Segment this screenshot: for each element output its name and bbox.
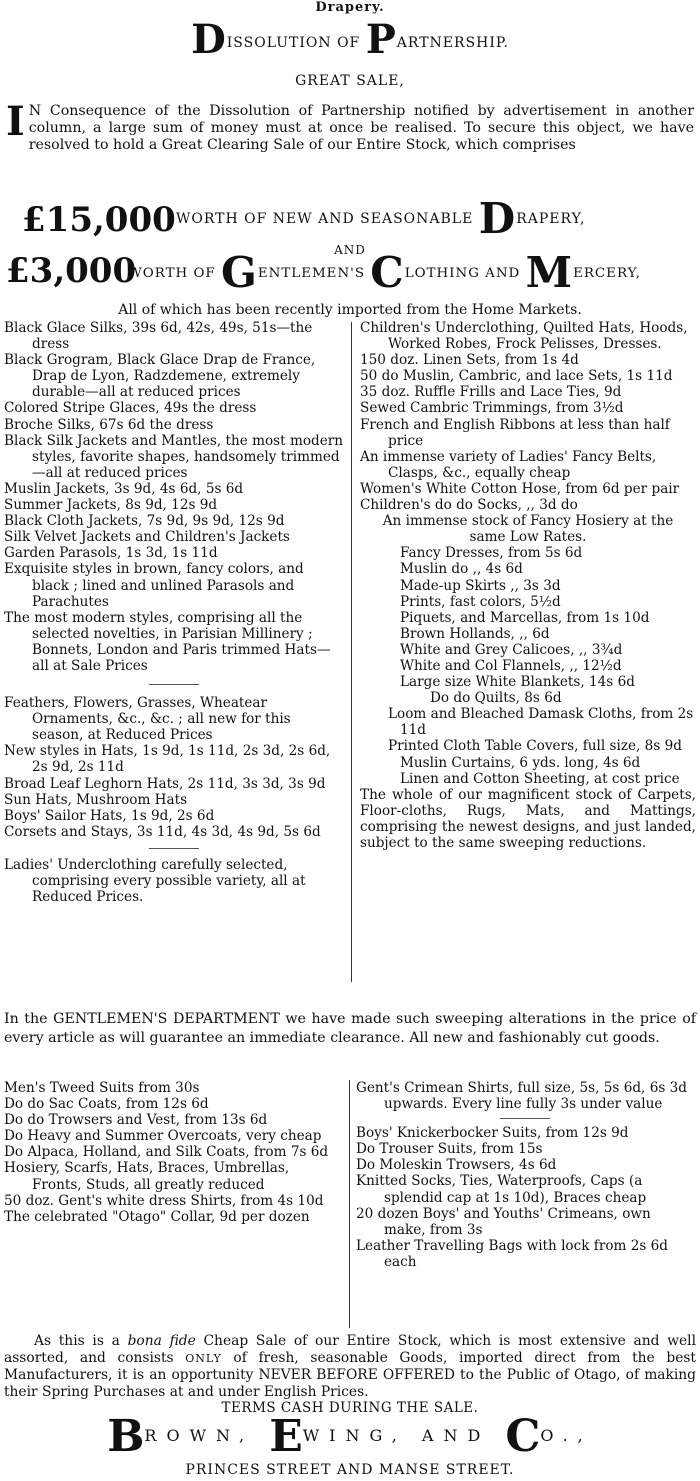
list-item: Silk Velvet Jackets and Children's Jackets	[4, 529, 290, 546]
list-item: 50 do Muslin, Cambric, and lace Sets, 1s 11d	[360, 368, 673, 385]
list-item: Prints, fast colors, 5½d	[400, 593, 561, 610]
list-item: Do Trouser Suits, from 15s	[356, 1141, 543, 1158]
column-rule	[349, 1080, 350, 1328]
list-item: Loom and Bleached Damask Cloths, from 2s 11d	[388, 706, 694, 739]
offer1-rapery: RAPERY,	[516, 211, 586, 227]
gents-department-paragraph: In the GENTLEMEN'S DEPARTMENT we have made such sweeping alterations in the price of every article as will guarantee an immediate clearance. All new and fashionably cut goods.	[4, 1011, 696, 1046]
firm-name	[0, 1411, 700, 1462]
list-item: Exquisite styles in brown, fancy colors, and black ; lined and unlined Parasols and Parachutes	[4, 561, 304, 610]
list-item: The celebrated "Otago" Collar, 9d per dozen	[4, 1208, 310, 1225]
list-item: Black Grogram, Black Glace Drap de France, Drap de Lyon, Radzdemene, extremely durable—all at reduced prices	[4, 352, 316, 401]
column-rule	[351, 322, 352, 982]
list-item: White and Col Flannels, ,, 12½d	[400, 657, 622, 674]
list-item: Muslin do ,, 4s 6d	[400, 561, 523, 578]
list-item: Do Moleskin Trowsers, 4s 6d	[356, 1157, 557, 1174]
list-item: White and Grey Calicoes, ,, 3¾d	[400, 641, 623, 658]
list-item: Summer Jackets, 8s 9d, 12s 9d	[4, 497, 218, 514]
offer2-lothing: LOTHING AND	[404, 266, 521, 281]
list-item: Do Heavy and Summer Overcoats, very cheap	[4, 1128, 322, 1145]
list-item: Black Glace Silks, 39s 6d, 42s, 49s, 51s—the dress	[4, 320, 313, 353]
list-item: The most modern styles, comprising all the selected novelties, in Parisian Millinery ; Bonnets, London and Paris trimmed Hats—all at Sale Prices	[4, 609, 331, 674]
list-item: New styles in Hats, 1s 9d, 1s 11d, 2s 3d, 2s 6d, 2s 9d, 2s 11d	[4, 743, 331, 776]
offer1-cap-d: D	[478, 194, 517, 243]
list-item: Colored Stripe Glaces, 49s the dress	[4, 400, 257, 417]
drapery-columns	[0, 320, 700, 1010]
list-item: Do do Quilts, 8s 6d	[430, 690, 562, 707]
and-word: AND	[334, 243, 366, 257]
list-item: Women's White Cotton Hose, from 6d per pair	[360, 480, 680, 497]
gents-right-column	[356, 1080, 694, 1270]
list-item: 150 doz. Linen Sets, from 1s 4d	[360, 352, 579, 369]
list-item: Sewed Cambric Trimmings, from 3½d	[360, 400, 624, 417]
list-item: Piquets, and Marcellas, from 1s 10d	[400, 609, 650, 626]
closing-emphasis: bona fide	[127, 1333, 196, 1349]
offer2-cap-g: G	[221, 248, 258, 297]
list-item: Muslin Jackets, 3s 9d, 4s 6d, 5s 6d	[4, 480, 244, 497]
firm-wing: WING,	[302, 1426, 407, 1445]
offer2-entlemens: ENTLEMEN'S	[257, 266, 366, 281]
list-item: An immense variety of Ladies' Fancy Belts, Clasps, &c., equally cheap	[360, 448, 657, 481]
firm-rown: ROWN,	[144, 1426, 255, 1445]
intro-text: N Consequence of the Dissolution of Partnership notified by advertisement in another column, a large sum of money must at once be realised. To secure this object, we have resolved to hold a Great Clearing Sale of our Entire Stock, which comprises	[28, 103, 694, 153]
list-item: The whole of our magnificent stock of Carpets, Floor-cloths, Rugs, Mats, and Mattings, comprising the newest designs, and just landed, subject to the same sweeping reductions.	[360, 786, 696, 851]
intro-paragraph	[6, 98, 694, 154]
list-item: Made-up Skirts ,, 3s 3d	[400, 577, 561, 594]
list-item: Muslin Curtains, 6 yds. long, 4s 6d	[400, 754, 641, 771]
firm-cap-b: B	[107, 1411, 145, 1462]
list-item: Broche Silks, 67s 6d the dress	[4, 416, 214, 433]
list-item: Printed Cloth Table Covers, full size, 8s 9d	[388, 738, 682, 755]
offer1-worth: WORTH OF NEW AND SEASONABLE	[176, 211, 474, 227]
list-item: Leather Travelling Bags with lock from 2s 6d each	[356, 1237, 669, 1270]
list-item: Children's do do Socks, ,, 3d do	[360, 497, 578, 514]
list-item: Black Cloth Jackets, 7s 9d, 9s 9d, 12s 9d	[4, 513, 285, 530]
offer1-worth-line	[176, 194, 586, 243]
firm-o: O.,	[540, 1426, 593, 1445]
title-cap-d: D	[191, 16, 227, 63]
list-item: 35 doz. Ruffle Frills and Lace Ties, 9d	[360, 384, 622, 401]
closing-text-1: As this is a	[34, 1333, 128, 1349]
divider-rule	[500, 1118, 550, 1119]
list-item: Do do Trowsers and Vest, from 13s 6d	[4, 1112, 268, 1129]
list-item: Fancy Dresses, from 5s 6d	[400, 545, 583, 562]
closing-text-2: Cheap Sale of our Entire Stock, which is most extensive and well assorted, and consists	[4, 1333, 697, 1366]
list-item: Black Silk Jackets and Mantles, the most modern styles, favorite shapes, handsomely trimmed—all at reduced prices	[4, 432, 344, 481]
list-item: Hosiery, Scarfs, Hats, Braces, Umbrellas, Fronts, Studs, all greatly reduced	[4, 1160, 290, 1193]
list-item: Children's Underclothing, Quilted Hats, Hoods, Worked Robes, Frock Pelisses, Dresses.	[360, 320, 688, 353]
title-cap-p: P	[365, 16, 397, 63]
great-sale-heading: GREAT SALE,	[295, 73, 405, 89]
list-item: Corsets and Stays, 3s 11d, 4s 3d, 4s 9d, 5s 6d	[4, 823, 321, 840]
list-item: Men's Tweed Suits from 30s	[4, 1080, 200, 1096]
list-item: Knitted Socks, Ties, Waterproofs, Caps (a splendid cap at 1s 10d), Braces cheap	[356, 1173, 647, 1206]
offer2-cap-c: C	[370, 248, 405, 297]
closing-paragraph	[4, 1333, 696, 1401]
list-item: 20 dozen Boys' and Youths' Crimeans, own make, from 3s	[356, 1205, 651, 1238]
firm-cap-e: E	[269, 1411, 303, 1462]
firm-address: PRINCES STREET AND MANSE STREET.	[185, 1462, 515, 1478]
offer2-worth: WORTH OF	[128, 266, 216, 281]
drapery-left-column	[4, 320, 344, 905]
title-part-1: ISSOLUTION OF	[226, 35, 361, 51]
list-item: Do Alpaca, Holland, and Silk Coats, from 7s 6d	[4, 1144, 329, 1161]
title-part-2: ARTNERSHIP.	[396, 35, 509, 51]
ad-title	[0, 16, 700, 63]
list-item: Broad Leaf Leghorn Hats, 2s 11d, 3s 3d, 3s 9d	[4, 775, 326, 792]
intro-dropcap: I	[6, 98, 25, 145]
list-item: Sun Hats, Mushroom Hats	[4, 791, 188, 808]
imported-line: All of which has been recently imported from the Home Markets.	[118, 302, 582, 318]
closing-text-3: of fresh, seasonable Goods, imported direct from the best Manufacturers, it is an opportunity NEVER BEFORE OFFERED to the Public of Otago, of making their Spring Purchases at and under English Prices.	[4, 1350, 696, 1400]
firm-cap-c: C	[505, 1411, 541, 1462]
terms-line: TERMS CASH DURING THE SALE.	[221, 1400, 479, 1416]
offer2-ercery: ERCERY,	[573, 266, 641, 281]
list-item: Boys' Sailor Hats, 1s 9d, 2s 6d	[4, 807, 215, 824]
amount-15000: £15,000	[22, 200, 176, 240]
offer2-worth-line	[128, 248, 641, 297]
list-item: Large size White Blankets, 14s 6d	[400, 674, 635, 691]
amount-3000: £3,000	[6, 251, 137, 291]
drapery-right-column	[360, 320, 696, 851]
divider-rule	[149, 684, 199, 685]
offer2-cap-m: M	[525, 248, 574, 297]
list-item: Garden Parasols, 1s 3d, 1s 11d	[4, 545, 218, 562]
gents-left-column	[4, 1080, 342, 1225]
section-heading: Drapery.	[315, 0, 385, 15]
list-item: An immense stock of Fancy Hosiery at the same Low Rates.	[382, 513, 674, 546]
divider-rule	[149, 848, 199, 849]
list-item: Gent's Crimean Shirts, full size, 5s, 5s 6d, 6s 3d upwards. Every line fully 3s under value	[356, 1080, 687, 1113]
list-item: Boys' Knickerbocker Suits, from 12s 9d	[356, 1125, 629, 1142]
firm-and: AND	[421, 1426, 491, 1445]
list-item: Brown Hollands, ,, 6d	[400, 625, 550, 642]
gents-columns	[0, 1080, 700, 1330]
list-item: Do do Sac Coats, from 12s 6d	[4, 1096, 209, 1113]
list-item: Feathers, Flowers, Grasses, Wheatear Ornaments, &c., &c. ; all new for this season, at Reduced Prices	[4, 695, 291, 744]
list-item: 50 doz. Gent's white dress Shirts, from 4s 10d	[4, 1192, 324, 1209]
list-item: Ladies' Underclothing carefully selected, comprising every possible variety, all at Reduced Prices.	[4, 856, 306, 906]
closing-only: ONLY	[185, 1352, 222, 1365]
list-item: French and English Ribbons at less than half price	[360, 416, 670, 449]
list-item: Linen and Cotton Sheeting, at cost price	[400, 770, 680, 787]
